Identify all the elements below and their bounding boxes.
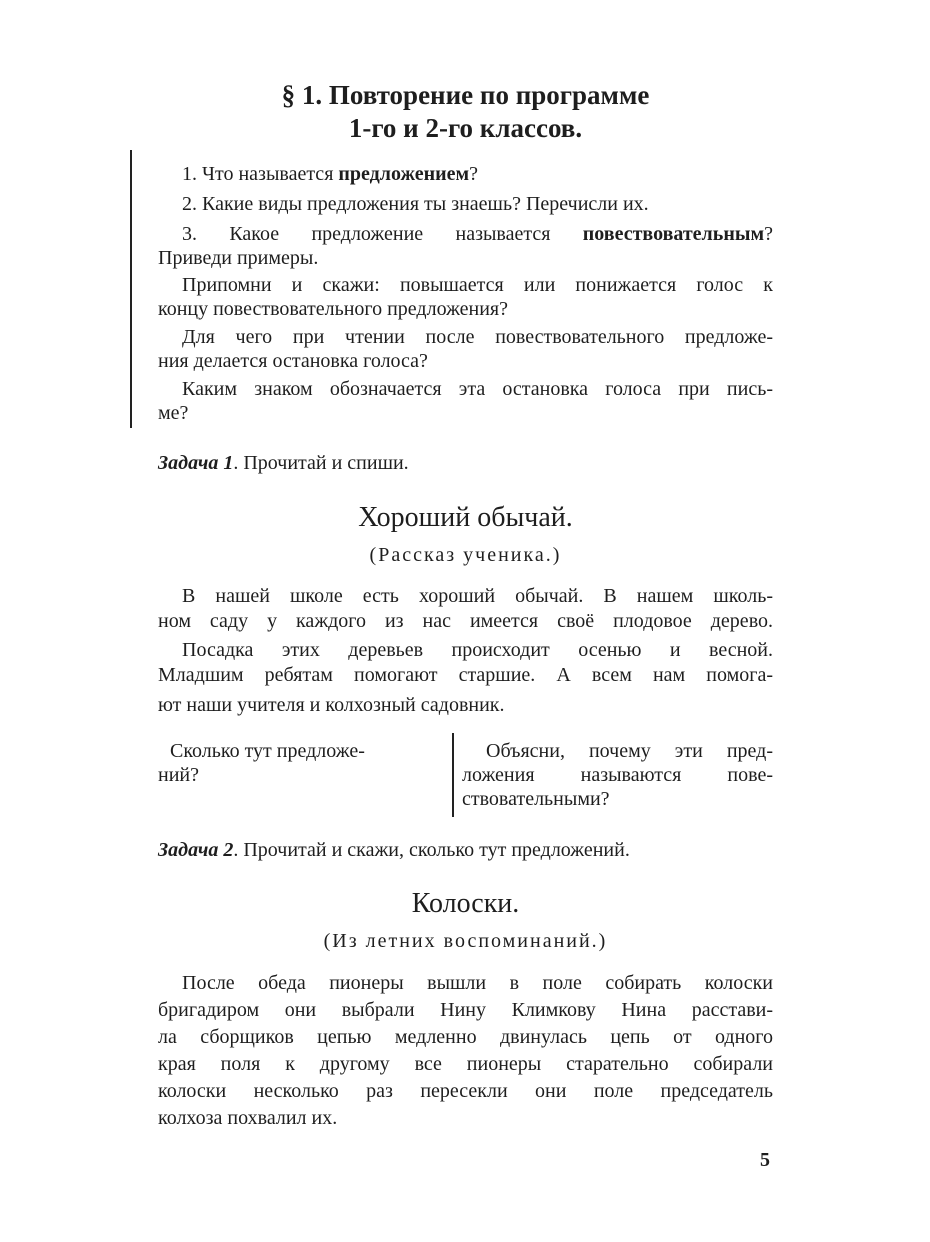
task-2 [158,838,773,862]
question-1-bold-term: предложением [338,163,470,185]
task-1 [158,451,773,475]
page-number: 5 [760,1149,770,1171]
question-6-line1: Каким знаком обозначается эта остановка голоса при пись- [182,378,773,400]
story-1-subtitle: (Рассказ ученика.) [369,544,562,566]
left-column-line: ний? [158,764,199,786]
task-2-text: . Прочитай и скажи, сколько тут предложений. [233,839,630,861]
right-column-line: ложения называются пове- [462,764,773,786]
story-2-line: После обеда пионеры вышли в поле собирать колоски [182,972,773,994]
question-6-line2: ме? [158,402,189,424]
left-column-question [158,739,365,787]
question-5-line1: Для чего при чтении после повествовательного предложе- [182,326,773,348]
story-1-line: Младшим ребятам помогают старшие. А всем нам помога- [158,664,773,686]
story-2-subtitle: (Из летних воспоминаний.) [323,930,608,952]
left-column-line: Сколько тут предложе- [170,740,365,762]
question-3 [158,222,773,246]
story-2-line: колоски несколько раз пересекли они поле председатель [158,1080,773,1102]
question-3-bold-term: повествовательным [582,223,765,245]
story-1-line: ном саду у каждого из нас имеется своё плодовое дерево. [158,610,773,632]
question-3-line2: Приведи примеры. [158,247,319,269]
question-4-line1: Припомни и скажи: повышается или понижается голос к [182,274,773,296]
story-2-line: колхоза похвалил их. [158,1107,338,1129]
story-1-line: В нашей школе есть хороший обычай. В нашем школь- [182,585,773,607]
question-4-line2: концу повествовательного предложения? [158,298,508,320]
task-1-label: Задача 1 [158,452,234,474]
right-column-line: ствовательными? [462,788,610,810]
story-2-line: бригадиром они выбрали Нину Климкову Нина расстави- [158,999,773,1021]
right-column-question [462,739,773,811]
question-3-mark: ? [764,223,773,245]
story-1-line: Посадка этих деревьев происходит осенью и весной. [182,639,773,661]
story-1-line: ют наши учителя и колхозный садовник. [158,694,505,716]
section-title-line2: 1-го и 2-го классов. [348,113,583,143]
task-1-text: . Прочитай и спиши. [233,452,409,474]
question-5-line2: ния делается остановка голоса? [158,350,428,372]
question-2: 2. Какие виды предложения ты знаешь? Перечисли их. [182,193,649,215]
story-2-line: края поля к другому все пионеры старательно собирали [158,1053,773,1075]
questions-margin-bar [130,150,132,428]
story-2-line: ла сборщиков цепью медленно двинулась цепь от одного [158,1026,773,1048]
story-2-title: Колоски. [411,888,520,919]
question-1 [158,162,773,186]
question-1-mark: ? [469,163,479,185]
question-3-text: 3. Какое предложение называется [182,223,583,245]
column-divider [452,733,454,817]
right-column-line: Объясни, почему эти пред- [486,740,773,762]
story-1-title: Хороший обычай. [358,502,573,533]
task-2-label: Задача 2 [158,839,234,861]
question-1-text: 1. Что называется [182,163,339,185]
section-title-line1: § 1. Повторение по программе [281,80,650,110]
